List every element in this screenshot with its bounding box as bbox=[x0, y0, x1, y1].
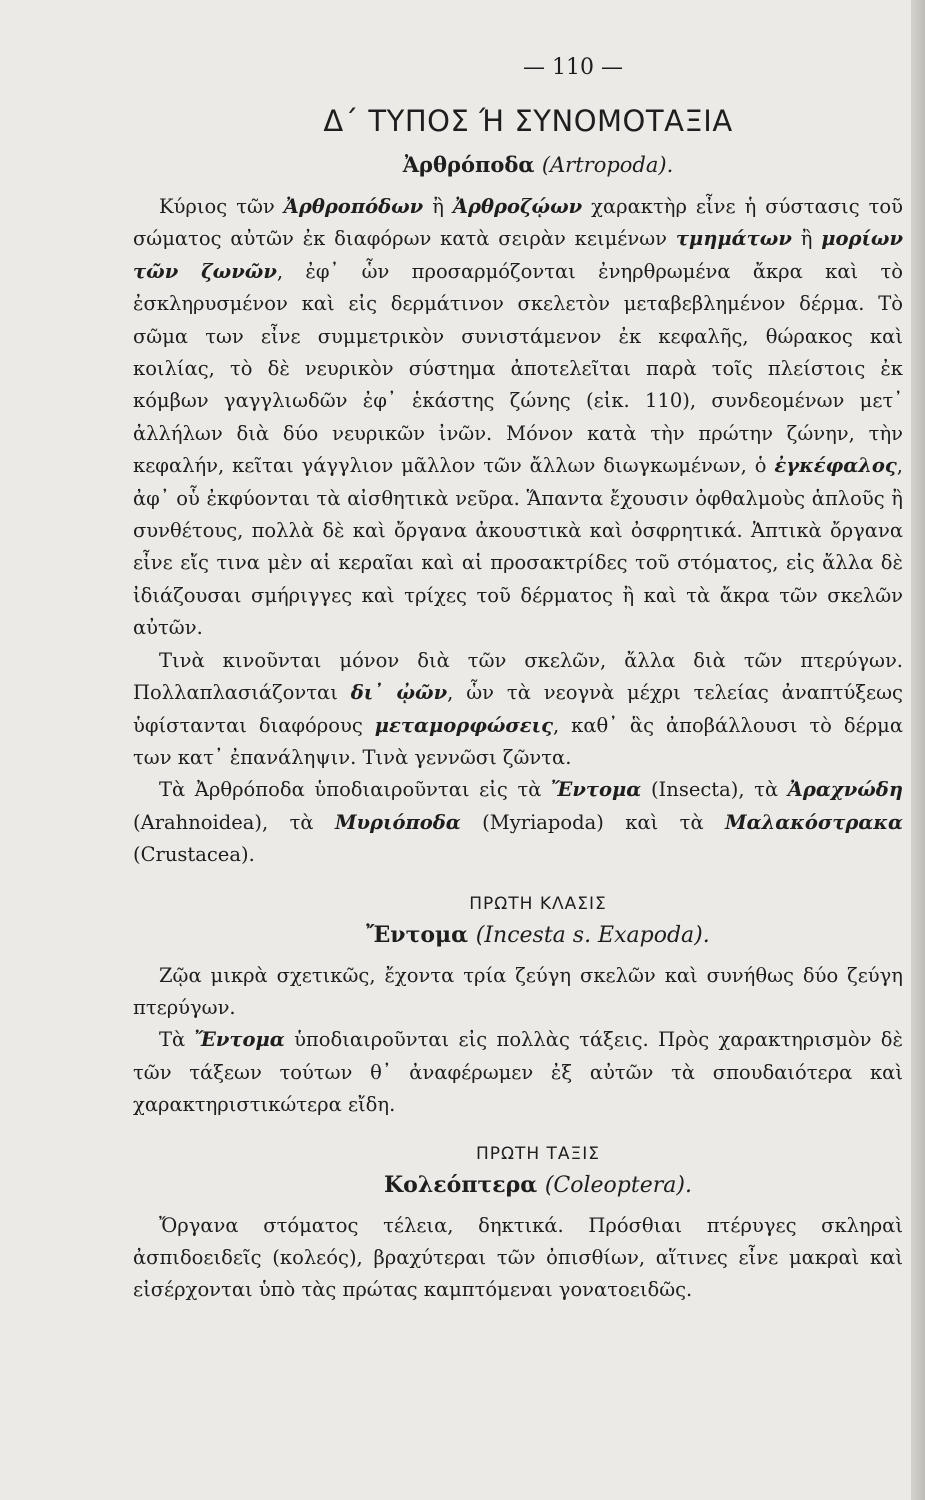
text: (Insecta), τὰ bbox=[641, 778, 788, 802]
term: Μαλακόστρακα bbox=[725, 810, 904, 834]
order-paragraph-1: Ὄργανα στόματος τέλεια, δηκτικά. Πρόσθιαι πτέρυγες σκληραὶ ἀσπιδοειδεῖς (κολεός), βραχύτεραι τῶν ὀπισθίων, αἵτινες εἶνε μακραὶ καὶ εἰσέρχονται ὑπὸ τὰς πρώτας καμπτόμεναι γονατοειδῶς. bbox=[133, 1213, 903, 1302]
class-name-heading bbox=[173, 922, 903, 948]
term: Ἀρθροζῴων bbox=[452, 195, 583, 218]
term: ἐγκέφαλος bbox=[774, 454, 897, 478]
text: (Arahnoidea), τὰ bbox=[133, 810, 335, 834]
text: (Crustacea). bbox=[133, 843, 255, 867]
text: , ἀφ᾿ οὗ ἐκφύονται τὰ αἰσθητικὰ νεῦρα. Ἅπαντα ἔχουσιν ὀφθαλμοὺς ἁπλοῦς ἢ συνθέτους, πολλὰ δὲ καὶ ὄργανα ἀκουστικὰ καὶ ὀσφρητικά. Ἁπτικὰ ὄργανα εἶνε εἴς τινα μὲν αἱ κεραῖαι καὶ αἱ προσακτρίδες τοῦ στόματος, εἰς ἄλλα δὲ ἰδιάζουσαι σμήριγγες καὶ τρίχες τοῦ δέρματος ἢ καὶ τὰ ἄκρα τῶν σκελῶν αὐτῶν. bbox=[133, 454, 903, 640]
phylum-name: Ἀρθρόποδα bbox=[402, 152, 535, 177]
text: Τὰ bbox=[159, 1028, 195, 1052]
term: Ἀρθροπόδων bbox=[283, 195, 424, 218]
text: ὑποδιαιροῦνται εἰς πολλὰς τάξεις. Πρὸς χαρακτηρισμὸν δὲ τῶν τάξεων τούτων θ᾿ ἀναφέρωμεν ἐξ αὐτῶν τὰ σπουδαιότερα καὶ χαρακτηριστικώτερα εἴδη. bbox=[133, 1028, 903, 1117]
text: (Myriapoda) καὶ τὰ bbox=[460, 810, 726, 834]
class-latin: (Incesta s. Exapoda). bbox=[475, 922, 710, 948]
class-heading: ΠΡΩΤΗ ΚΛΑΣΙΣ bbox=[469, 893, 607, 914]
order-latin: (Coleoptera). bbox=[544, 1172, 692, 1198]
term: δι᾿ ᾠῶν bbox=[350, 681, 448, 705]
text: Τὰ Ἀρθρόποδα ὑποδιαιροῦνται εἰς τὰ bbox=[159, 778, 552, 802]
term: Ἔντομα bbox=[194, 1028, 285, 1052]
term: Ἀραχνώδη bbox=[787, 778, 903, 802]
term: Μυριόποδα bbox=[334, 810, 461, 834]
phylum-heading bbox=[173, 152, 903, 177]
class-paragraph-2 bbox=[133, 1024, 903, 1121]
paragraph-1 bbox=[133, 191, 903, 645]
order-name-heading bbox=[173, 1172, 903, 1198]
page-edge-shadow bbox=[911, 0, 925, 1500]
class-name: Ἔντομα bbox=[366, 921, 469, 948]
text: ἢ bbox=[423, 195, 453, 218]
phylum-latin: (Artropoda). bbox=[541, 153, 674, 177]
order-name: Κολεόπτερα bbox=[384, 1171, 538, 1198]
text: χαρακτὴρ εἶνε ἡ σύστασις τοῦ σώματος αὐτῶν ἐκ διαφόρων κατὰ σειρὰν κειμένων bbox=[133, 195, 903, 251]
text: , ἐφ᾿ ὧν προσαρμόζονται ἐνηρθρωμένα ἄκρα καὶ τὸ ἐσκληρυσμένον καὶ εἰς δερμάτινον σκελετὸν μεταβεβλημένον δέρμα. Τὸ σῶμα των εἶνε συμμετρικὸν συνιστάμενον ἐκ κεφαλῆς, θώρακος καὶ κοιλίας, τὸ δὲ νευρικὸν σύστημα ἀποτελεῖται παρὰ τοῖς πλείστοις ἐκ κόμβων γαγγλιωδῶν ἐφ᾿ ἑκάστης ζώνης (εἰκ. 110), συνδεομένων μετ᾿ ἀλλήλων διὰ δύο νευρικῶν ἰνῶν. Μόνον κατὰ τὴν πρώτην ζώνην, τὴν κεφαλήν, κεῖται γάγγλιον μᾶλλον τῶν ἄλλων διωγκωμένων, ὁ bbox=[133, 259, 903, 478]
term: μορίων τῶν ζωνῶν bbox=[133, 227, 903, 283]
term: τμημάτων bbox=[675, 227, 792, 251]
chapter-title: Δ΄ ΤΥΠΟΣ Ή ΣΥΝΟΜΟΤΑΞΙΑ bbox=[323, 104, 733, 138]
term: Ἔντομα bbox=[551, 778, 642, 802]
term: μεταμορφώσεις bbox=[374, 713, 553, 737]
text: ἢ bbox=[791, 227, 822, 251]
order-heading: ΠΡΩΤΗ ΤΑΞΙΣ bbox=[475, 1143, 601, 1164]
page-content bbox=[133, 55, 903, 1307]
paragraph-2 bbox=[133, 645, 903, 775]
paragraph-3 bbox=[133, 774, 903, 871]
text: , καθ᾿ ἃς ἀποβάλλουσι τὸ δέρμα των κατ᾿ ἐπανάληψιν. Τινὰ γεννῶσι ζῶντα. bbox=[133, 713, 903, 769]
class-paragraph-1: Ζῷα μικρὰ σχετικῶς, ἔχοντα τρία ζεύγη σκελῶν καὶ συνήθως δύο ζεύγη πτερύγων. bbox=[133, 963, 903, 1019]
text: Τινὰ κινοῦνται μόνον διὰ τῶν σκελῶν, ἄλλα διὰ τῶν πτερύγων. Πολλαπλασιάζονται bbox=[133, 648, 903, 705]
text: , ὧν τὰ νεογνὰ μέχρι τελείας ἀναπτύξεως ὑφίστανται διαφόρους bbox=[133, 681, 903, 737]
text: Κύριος τῶν bbox=[159, 195, 284, 218]
page-number: — 110 — bbox=[523, 55, 623, 80]
